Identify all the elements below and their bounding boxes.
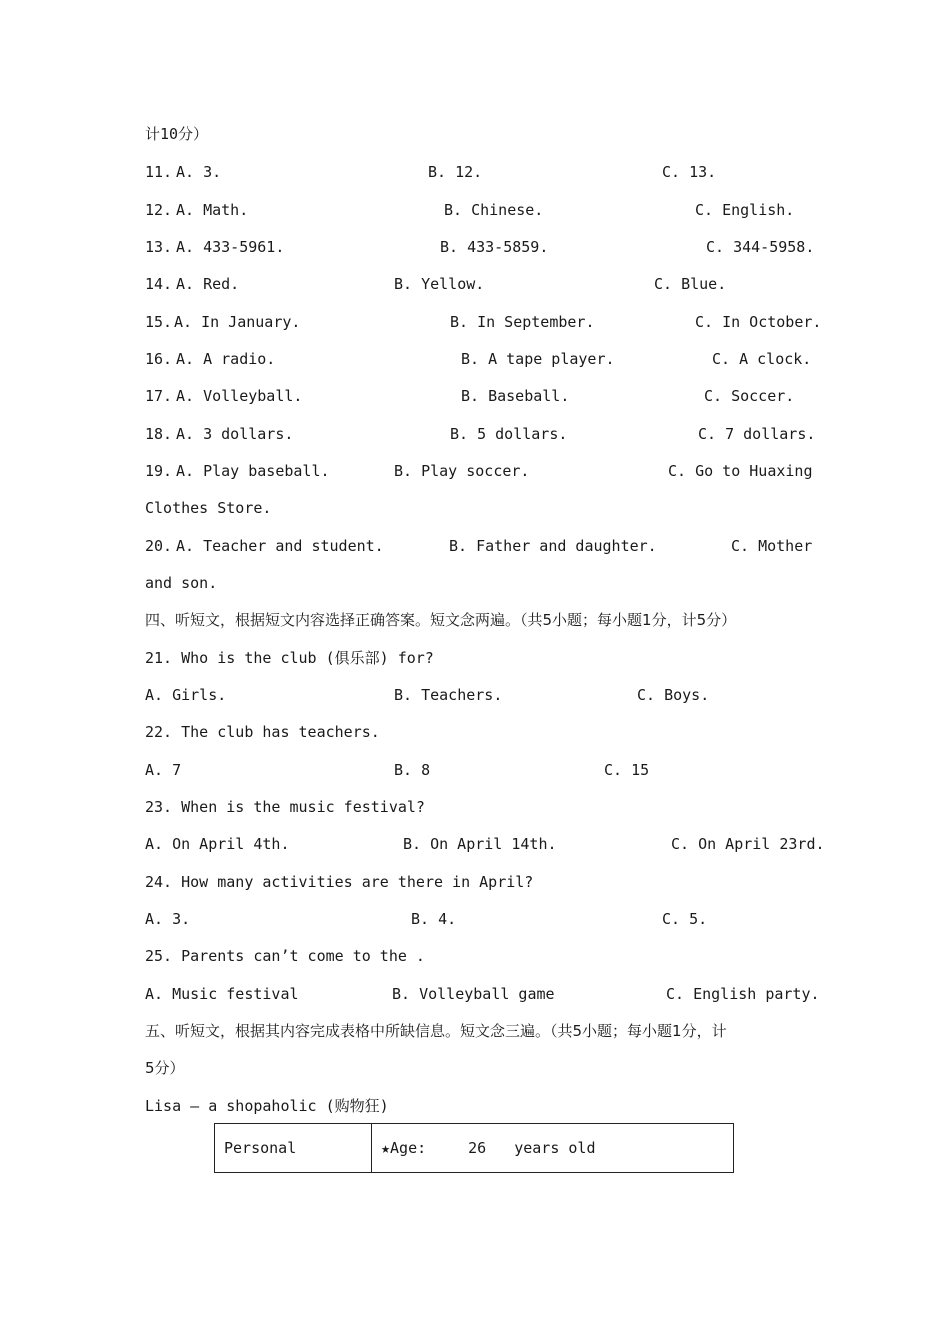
question-22: 22. The club has teachers. — [145, 723, 380, 741]
question-number: 14. — [145, 275, 173, 293]
q22-option-c: C. 15 — [604, 761, 650, 779]
option-c: C. Mother — [731, 537, 813, 555]
section-5-heading: 五、听短文，根据其内容完成表格中所缺信息。短文念三遍。（共5小题；每小题1分，计 — [145, 1022, 727, 1040]
option-b: B. 433-5859. — [440, 238, 549, 256]
option-a: A. 3 dollars. — [176, 425, 294, 443]
option-a: A. 3. — [176, 163, 222, 181]
q23-option-c: C. On April 23rd. — [671, 835, 825, 853]
age-unit: years old — [514, 1139, 596, 1157]
option-c: C. In October. — [695, 313, 822, 331]
q21-option-c: C. Boys. — [637, 686, 710, 704]
option-a: A. Math. — [176, 201, 249, 219]
star-age-label: ★Age: — [381, 1139, 427, 1157]
age-value: 26 — [468, 1139, 487, 1157]
option-b: B. Yellow. — [394, 275, 485, 293]
option-c: C. English. — [695, 201, 795, 219]
option-c: C. 7 dollars. — [698, 425, 816, 443]
table-value-cell — [372, 1124, 733, 1172]
q24-option-b: B. 4. — [411, 910, 457, 928]
option-a: A. Volleyball. — [176, 387, 303, 405]
question-number: 19. — [145, 462, 173, 480]
option-b: B. 12. — [428, 163, 483, 181]
q24-option-a: A. 3. — [145, 910, 191, 928]
q21-option-a: A. Girls. — [145, 686, 227, 704]
option-c: C. Go to Huaxing — [668, 462, 813, 480]
option-a: A. Red. — [176, 275, 240, 293]
question-21: 21. Who is the club (俱乐部) for? — [145, 649, 434, 667]
option-b: B. Baseball. — [461, 387, 570, 405]
question-number: 12. — [145, 201, 173, 219]
q23-option-b: B. On April 14th. — [403, 835, 557, 853]
option-b: B. A tape player. — [461, 350, 615, 368]
option-c: C. Blue. — [654, 275, 727, 293]
question-number: 11. — [145, 163, 173, 181]
question-19-continuation: Clothes Store. — [145, 499, 272, 517]
section-5-heading-cont: 5分） — [145, 1059, 185, 1077]
table-label: Personal — [224, 1139, 297, 1157]
option-a: A. A radio. — [176, 350, 276, 368]
q22-option-a: A. 7 — [145, 761, 182, 779]
q25-option-a: A. Music festival — [145, 985, 299, 1003]
q21-option-b: B. Teachers. — [394, 686, 503, 704]
question-number: 16. — [145, 350, 173, 368]
question-number: 20. — [145, 537, 173, 555]
section-4-heading: 四、听短文，根据短文内容选择正确答案。短文念两遍。（共5小题；每小题1分，计5分） — [145, 611, 737, 629]
option-c: C. 13. — [662, 163, 717, 181]
option-a: A. Play baseball. — [176, 462, 330, 480]
question-number: 13. — [145, 238, 173, 256]
option-b: B. Chinese. — [444, 201, 544, 219]
option-c: C. 344-5958. — [706, 238, 815, 256]
q25-option-c: C. English party. — [666, 985, 820, 1003]
q25-option-b: B. Volleyball game — [392, 985, 555, 1003]
info-table — [214, 1123, 734, 1173]
continuation-line: 计10分） — [145, 125, 209, 143]
question-25: 25. Parents can’t come to the . — [145, 947, 425, 965]
option-a: A. In January. — [174, 313, 301, 331]
question-24: 24. How many activities are there in April? — [145, 873, 534, 891]
question-number: 15. — [145, 313, 173, 331]
question-20-continuation: and son. — [145, 574, 218, 592]
question-23: 23. When is the music festival? — [145, 798, 425, 816]
question-number: 17. — [145, 387, 173, 405]
option-a: A. Teacher and student. — [176, 537, 384, 555]
q24-option-c: C. 5. — [662, 910, 708, 928]
lisa-title: Lisa — a shopaholic (购物狂) — [145, 1097, 389, 1115]
option-b: B. Play soccer. — [394, 462, 530, 480]
option-c: C. A clock. — [712, 350, 812, 368]
q22-option-b: B. 8 — [394, 761, 431, 779]
q23-option-a: A. On April 4th. — [145, 835, 290, 853]
table-label-cell — [215, 1124, 372, 1172]
question-number: 18. — [145, 425, 173, 443]
option-b: B. 5 dollars. — [450, 425, 568, 443]
option-a: A. 433-5961. — [176, 238, 285, 256]
option-b: B. Father and daughter. — [449, 537, 657, 555]
option-b: B. In September. — [450, 313, 595, 331]
option-c: C. Soccer. — [704, 387, 795, 405]
